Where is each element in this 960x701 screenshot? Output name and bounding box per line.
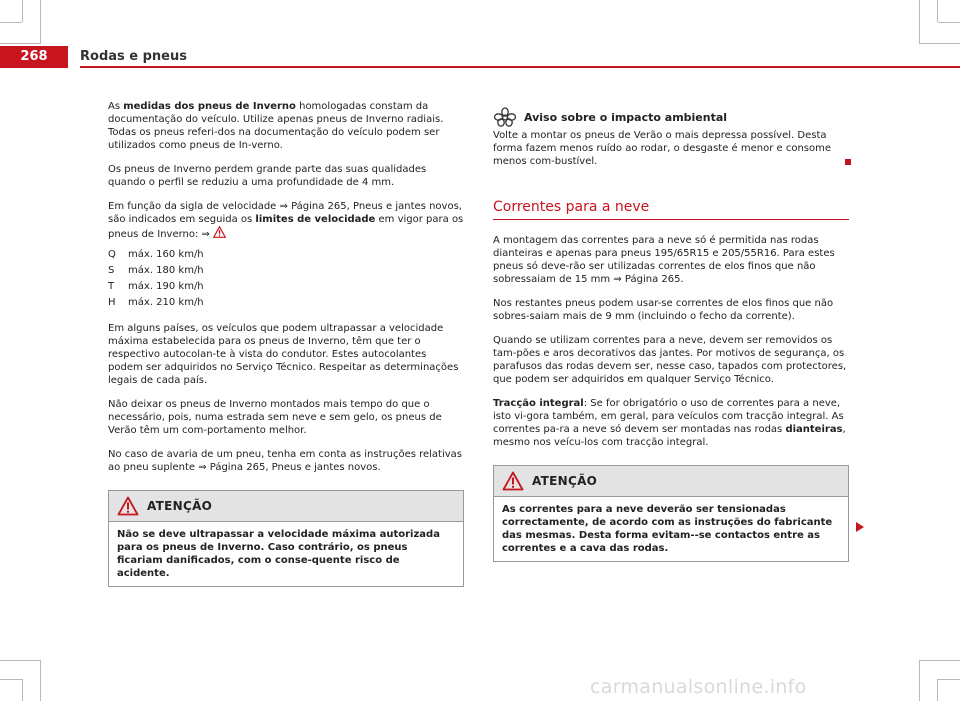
bold-text: limites de velocidade [255, 214, 376, 225]
warning-header [494, 466, 848, 497]
paragraph-chains-front: A montagem das correntes para a neve só é permitida nas rodas dianteiras e apenas para pneus 195/65R15 e 205/55R16. Para estes pneus só deve-rão ser utilizadas correntes de elos finos que não sobressaiam de 15 mm ⇒ Página 265. [493, 235, 835, 285]
text: : Se for obrigatório o uso de correntes para a neve, isto vi-gora também, em geral, para veículos com tracção integral. As correntes pa-ra a neve só devem ser montadas nas rodas [493, 398, 844, 435]
crop-mark [40, 660, 41, 701]
warning-title: ATENÇÃO [532, 473, 598, 488]
header-rule [80, 66, 960, 68]
right-column [493, 107, 849, 562]
paragraph-speed-limits [108, 200, 464, 241]
warning-text: As correntes para a neve deverão ser tensionadas correctamente, de acordo com as instruções do fabricante das mesmas. Desta forma evitam--se contactos entre as correntes e a cava das rodas. [502, 504, 833, 554]
speed-limit: máx. 180 km/h [128, 265, 204, 276]
speed-limit: máx. 210 km/h [128, 297, 204, 308]
speed-code: Q [108, 249, 116, 260]
paragraph-tire-sizes [108, 100, 464, 152]
paragraph-spare-tire: No caso de avaria de um pneu, tenha em conta as instruções relativas ao pneu suplente ⇒ Página 265, Pneus e jantes novos. [108, 449, 463, 473]
environment-note-header [493, 107, 849, 127]
speed-list [108, 247, 464, 311]
link-text[interactable]: em vigor para os pneus de Inverno: ⇒ [108, 214, 464, 240]
crop-mark [22, 0, 23, 22]
crop-mark [0, 22, 22, 23]
crop-mark [0, 43, 40, 44]
list-item [108, 247, 464, 263]
paragraph-hubcaps: Quando se utilizam correntes para a neve, devem ser removidos os tam-pões e aros decorativos das jantes. Por motivos de segurança, os parafusos das rodas devem ser, nesse caso, tapados com protectores, que podem ser adquiridos em qualquer Serviço Técnico. [493, 335, 847, 385]
crop-mark [40, 0, 41, 44]
list-item [108, 279, 464, 295]
left-column [108, 100, 464, 587]
warning-icon[interactable] [213, 226, 226, 238]
warning-box [493, 465, 849, 562]
warning-title: ATENÇÃO [147, 498, 213, 513]
speed-limit: máx. 190 km/h [128, 281, 204, 292]
crop-mark [22, 679, 23, 701]
speed-limit: máx. 160 km/h [128, 249, 204, 260]
warning-icon [502, 471, 524, 491]
crop-mark [920, 660, 960, 661]
section-title: Correntes para a neve [493, 198, 849, 220]
speed-code: H [108, 297, 116, 308]
crop-mark [0, 679, 22, 680]
crop-mark [919, 0, 920, 44]
text: As [108, 101, 124, 112]
watermark: carmanualsonline.info [590, 676, 807, 698]
environment-note-text: Volte a montar os pneus de Verão o mais depressa possível. Desta forma fazem menos ruído ao rodar, o desgaste é menor e consome menos com-bustível. [493, 130, 832, 167]
crop-mark [0, 660, 40, 661]
crop-mark [920, 43, 960, 44]
paragraph-awd [493, 397, 849, 449]
text: homologadas constam da documentação do veículo. Utilize apenas pneus de Inverno radiais. Todas os pneus referi-dos na documentação do veículo podem ser utilizados como pneus de In-verno. [108, 101, 444, 151]
paragraph-summer-tires: Não deixar os pneus de Inverno montados mais tempo do que o necessário, pois, numa estrada sem neve e sem gelo, os pneus de Verão têm um com-portamento melhor. [108, 399, 442, 436]
warning-box [108, 490, 464, 587]
flower-icon [493, 107, 517, 127]
warning-header [109, 491, 463, 522]
speed-code: S [108, 265, 115, 276]
page-number: 268 [0, 46, 68, 68]
environment-note-title: Aviso sobre o impacto ambiental [524, 110, 728, 124]
warning-text: Não se deve ultrapassar a velocidade máxima autorizada para os pneus de Inverno. Caso contrário, os pneus ficariam danificados, com o conse-quente risco de acidente. [117, 529, 440, 579]
crop-mark [937, 0, 938, 22]
crop-mark [938, 679, 960, 680]
list-item [108, 263, 464, 279]
crop-mark [919, 660, 920, 701]
bold-text: Tracção integral [493, 398, 584, 409]
paragraph-tread-depth: Os pneus de Inverno perdem grande parte das suas qualidades quando o perfil se reduziu a uma profundidade de 4 mm. [108, 164, 427, 188]
paragraph-chains-other: Nos restantes pneus podem usar-se correntes de elos finos que não sobres-saiam mais de 9 mm (incluindo o fecho da corrente). [493, 298, 834, 322]
warning-icon [117, 496, 139, 516]
bold-text: dianteiras [785, 424, 843, 435]
text: Em função da sigla de velocidade ⇒ Página 265, Pneus e jantes novos, são indicados em seguida os [108, 201, 462, 225]
bold-text: medidas dos pneus de Inverno [123, 101, 296, 112]
crop-mark [938, 22, 960, 23]
crop-mark [937, 679, 938, 701]
speed-code: T [108, 281, 115, 292]
end-of-section-marker [845, 159, 851, 165]
page-title: Rodas e pneus [80, 49, 187, 64]
list-item [108, 295, 464, 311]
continue-arrow-icon [856, 522, 864, 532]
paragraph-stickers: Em alguns países, os veículos que podem ultrapassar a velocidade máxima estabelecida para os pneus de Inverno, têm que ter o respectivo autocolan-te à vista do condutor. Estes autocolantes podem ser adquiridos no Serviço Técnico. Respeitar as determinações legais de cada país. [108, 323, 459, 386]
text: , mesmo nos veícu-los com tracção integral. [493, 424, 846, 448]
